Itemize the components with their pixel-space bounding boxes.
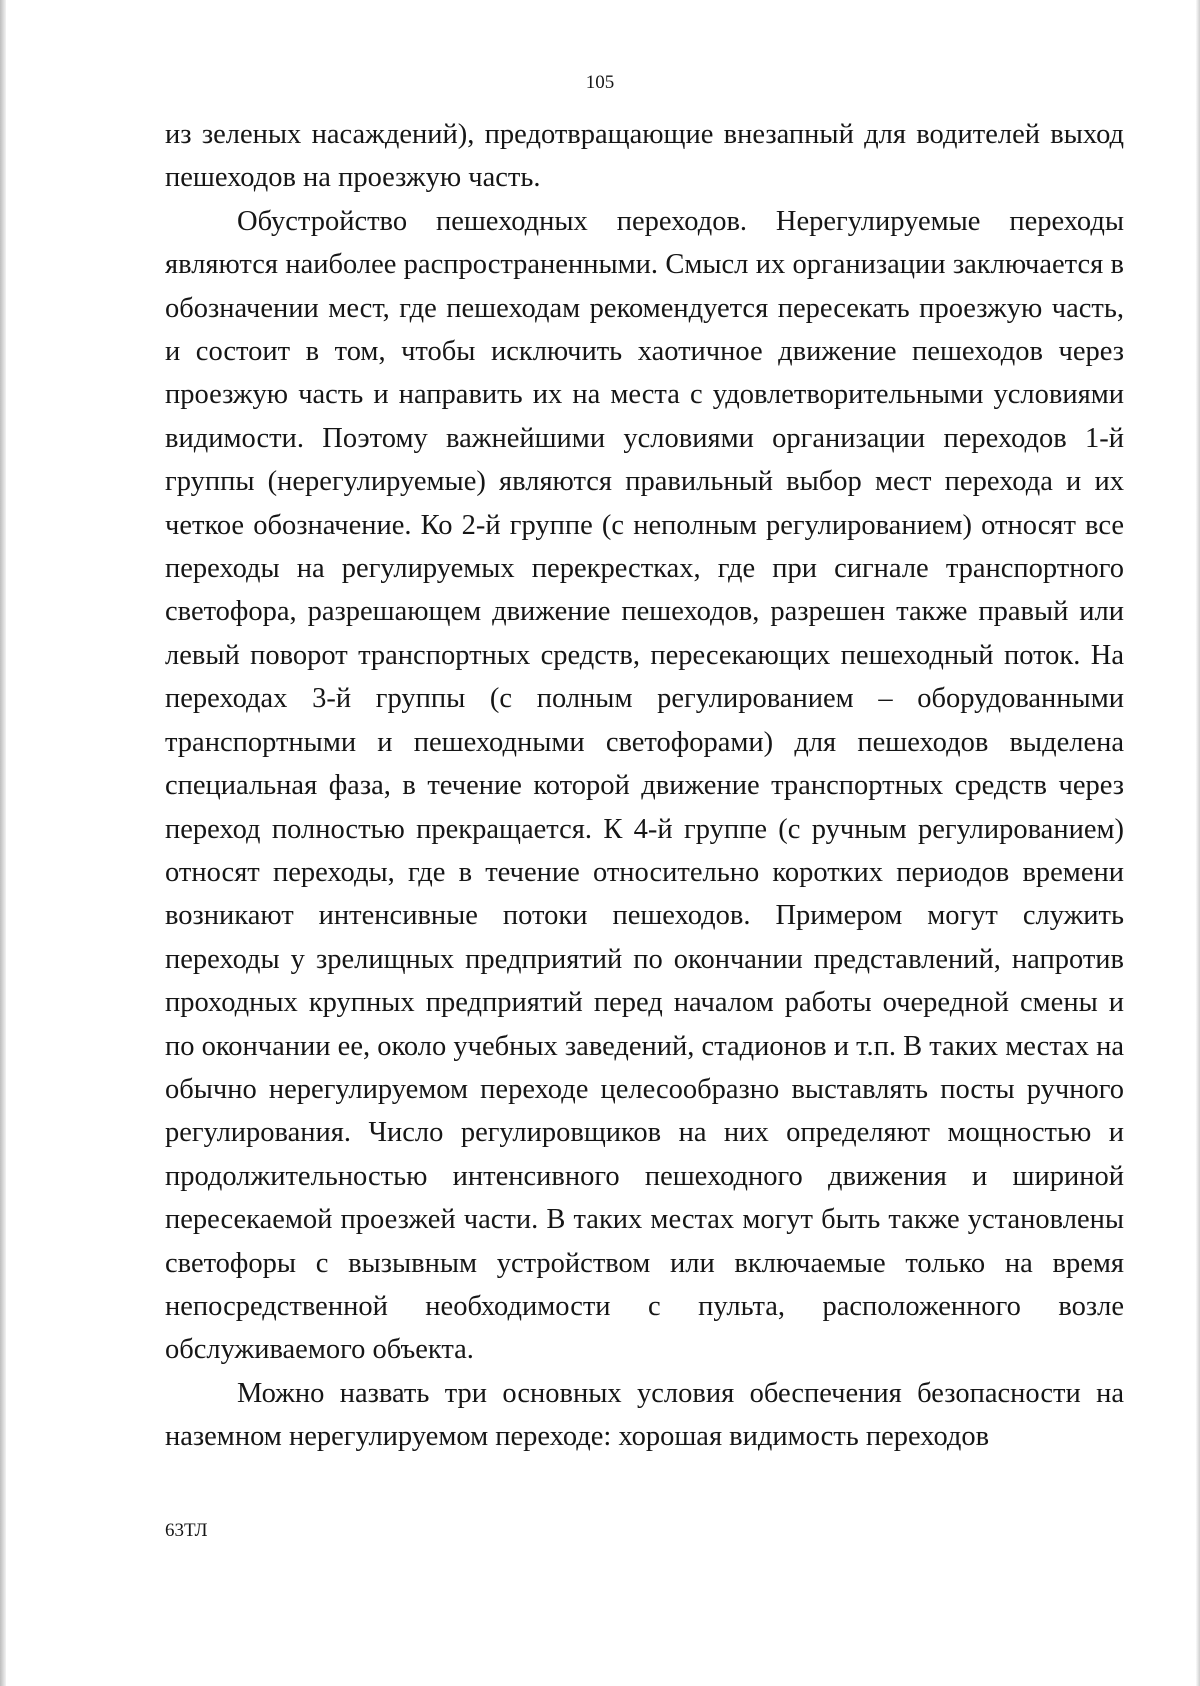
scan-edge-left xyxy=(0,0,6,1686)
paragraph-continuation: из зеленых насаждений), предотвращающие внезапный для водителей выход пешеходов на проезжую часть. xyxy=(165,119,1124,194)
footer-code: 63ТЛ xyxy=(165,1520,208,1541)
scan-edge-right xyxy=(1196,0,1200,1686)
paragraph-safety-conditions: Можно назвать три основных условия обеспечения безопасности на наземном нерегулируемом переходе: хорошая видимость переходов xyxy=(165,1377,1124,1453)
body-text xyxy=(165,113,1124,1459)
page-number: 105 xyxy=(585,72,615,93)
paragraph-pedestrian-crossings: Обустройство пешеходных переходов. Нерегулируемые переходы являются наиболее распространенными. Смысл их организации заключается в обозначении мест, где пешеходам рекомендуется пересекать проезжую часть, и состоит в том, чтобы исключить хаотичное движение пешеходов через проезжую часть и направить их на места с удовлетворительными условиями видимости. Поэтому важнейшими условиями организации переходов 1-й группы (нерегулируемые) являются правильный выбор мест перехода и их четкое обозначение. Ко 2-й группе (с неполным регулированием) относят все переходы на регулируемых перекрестках, где при сигнале транспортного светофора, разрешающем движение пешеходов, разрешен также правый или левый поворот транспортных средств, пересекающих пешеходный поток. На переходах 3-й группы (с полным регулированием – оборудованными транспортными и пешеходными светофорами) для пешеходов выделена специальная фаза, в течение которой движение транспортных средств через переход полностью прекращается. К 4-й группе (с ручным регулированием) относят переходы, где в течение относительно коротких периодов времени возникают интенсивные потоки пешеходов. Примером могут служить переходы у зрелищных предприятий по окончании представлений, напротив проходных крупных предприятий перед началом работы очередной смены и по окончании ее, около учебных заведений, стадионов и т.п. В таких местах на обычно нерегулируемом переходе целесообразно выставлять посты ручного регулирования. Число регулировщиков на них определяют мощностью и продолжительностью интенсивного пешеходного движения и шириной пересекаемой проезжей части. В таких местах могут быть также установлены светофоры с вызывным устройством или включаемые только на время непосредственной необходимости с пульта, расположенного возле обслуживаемого объекта. xyxy=(165,205,1124,1366)
